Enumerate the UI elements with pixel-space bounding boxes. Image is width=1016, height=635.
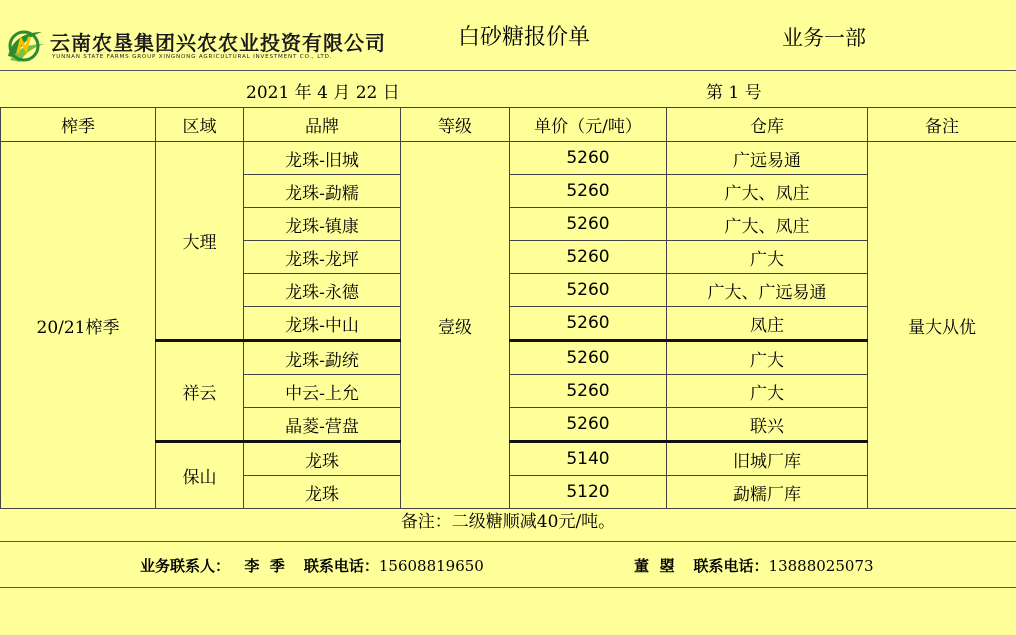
phone-number-1: 15608819650 (378, 557, 484, 575)
col-header-grade: 等级 (401, 108, 510, 142)
warehouse-cell: 广大、广远易通 (667, 274, 868, 307)
warehouse-cell: 凤庄 (667, 307, 868, 341)
col-header-remark: 备注 (868, 108, 1016, 142)
region-cell: 大理 (156, 142, 244, 341)
quote-date: 2021 年 4 月 22 日 (246, 83, 400, 103)
price-cell: 5260 (510, 142, 667, 175)
price-cell: 5260 (510, 274, 667, 307)
contact-primary (140, 555, 484, 576)
price-cell: 5260 (510, 341, 667, 375)
header (0, 0, 1016, 70)
brand-cell: 龙珠-旧城 (244, 142, 401, 175)
price-cell: 5260 (510, 241, 667, 274)
table-row (1, 142, 1016, 175)
remark-cell: 量大从优 (868, 142, 1016, 509)
page-title: 白砂糖报价单 (458, 25, 591, 50)
brand-cell: 龙珠-中山 (244, 307, 401, 341)
contact-label: 业务联系人： (140, 557, 231, 575)
divider (0, 587, 1016, 588)
contact-person-2: 董 曌 (634, 557, 675, 575)
brand-cell: 龙珠-镇康 (244, 208, 401, 241)
phone-label-2: 联系电话： (693, 557, 769, 575)
season-cell: 20/21榨季 (1, 142, 156, 509)
department-label: 业务一部 (782, 26, 866, 50)
warehouse-cell: 广大、凤庄 (667, 175, 868, 208)
contact-person-1: 李 季 (244, 557, 285, 575)
grade-cell: 壹级 (401, 142, 510, 509)
brand-cell: 龙珠-永德 (244, 274, 401, 307)
col-header-warehouse: 仓库 (667, 108, 868, 142)
price-cell: 5260 (510, 208, 667, 241)
phone-label-1: 联系电话： (303, 557, 379, 575)
footnote: 备注：二级糖顺减40元/吨。 (400, 512, 616, 532)
price-cell: 5260 (510, 307, 667, 341)
quote-number: 第 1 号 (706, 83, 762, 103)
brand-cell: 龙珠-勐统 (244, 341, 401, 375)
company-name-en: YUNNAN STATE FARMS GROUP XINGNONG AGRICULTURAL INVESTMENT CO., LTD. (52, 54, 333, 60)
brand-cell: 晶菱-营盘 (244, 408, 401, 442)
table-header-row (1, 108, 1016, 142)
brand-cell: 龙珠 (244, 442, 401, 476)
warehouse-cell: 广大 (667, 341, 868, 375)
brand-cell: 龙珠-勐糯 (244, 175, 401, 208)
price-cell: 5140 (510, 442, 667, 476)
price-cell: 5260 (510, 375, 667, 408)
brand-cell: 中云-上允 (244, 375, 401, 408)
region-cell: 祥云 (156, 341, 244, 442)
divider (0, 70, 1016, 71)
price-cell: 5260 (510, 408, 667, 442)
contact-secondary (634, 555, 874, 576)
brand-cell: 龙珠-龙坪 (244, 241, 401, 274)
warehouse-cell: 广远易通 (667, 142, 868, 175)
company-logo-icon (4, 26, 46, 62)
warehouse-cell: 广大 (667, 241, 868, 274)
price-cell: 5260 (510, 175, 667, 208)
price-table (0, 107, 1016, 509)
warehouse-cell: 广大 (667, 375, 868, 408)
price-cell: 5120 (510, 476, 667, 509)
divider (0, 541, 1016, 542)
warehouse-cell: 联兴 (667, 408, 868, 442)
col-header-price: 单价（元/吨） (510, 108, 667, 142)
warehouse-cell: 勐糯厂库 (667, 476, 868, 509)
col-header-region: 区域 (156, 108, 244, 142)
warehouse-cell: 旧城厂库 (667, 442, 868, 476)
brand-cell: 龙珠 (244, 476, 401, 509)
warehouse-cell: 广大、凤庄 (667, 208, 868, 241)
company-name: 云南农垦集团兴农农业投资有限公司 (50, 31, 386, 55)
col-header-season: 榨季 (1, 108, 156, 142)
col-header-brand: 品牌 (244, 108, 401, 142)
phone-number-2: 13888025073 (768, 557, 874, 575)
region-cell: 保山 (156, 442, 244, 509)
